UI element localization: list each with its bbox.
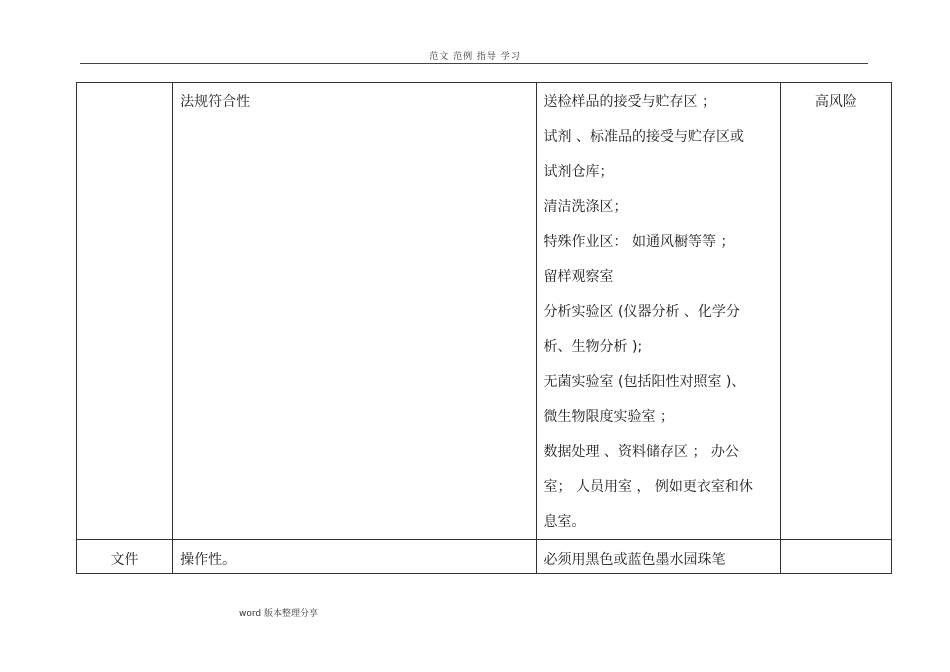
requirement-line: 析、生物分析 );	[543, 339, 643, 355]
header-divider	[80, 63, 868, 64]
item-text: 法规符合性	[180, 94, 251, 110]
risk-level-text	[781, 540, 891, 550]
risk-level-text: 高风险	[814, 94, 857, 110]
item-cell	[173, 540, 536, 574]
category-cell	[77, 83, 173, 540]
table-row	[77, 540, 892, 574]
table-row	[77, 83, 892, 540]
requirement-line: 室； 人员用室 ， 例如更衣室和休	[543, 479, 753, 495]
item-cell	[173, 83, 536, 540]
requirement-cell	[536, 83, 780, 540]
requirement-line: 送检样品的接受与贮存区 ；	[543, 94, 716, 110]
requirement-line: 无菌实验室 (包括阳性对照室 )、	[543, 374, 746, 390]
requirement-line: 息室。	[543, 514, 586, 530]
category-text: 文件	[110, 552, 139, 568]
risk-cell	[780, 540, 891, 574]
requirement-line: 清洁洗涤区；	[543, 199, 628, 215]
requirement-cell	[536, 540, 780, 574]
requirement-line: 分析实验区 (仪器分析 、化学分	[543, 304, 740, 320]
requirement-line: 试剂 、标准品的接受与贮存区或	[543, 129, 744, 145]
category-text	[77, 83, 172, 92]
requirement-line: 留样观察室	[543, 269, 614, 285]
requirement-text: 必须用黑色或蓝色墨水园珠笔	[543, 552, 726, 568]
page-header: 范文 范例 指导 学习	[429, 52, 521, 62]
risk-cell	[780, 83, 891, 540]
category-cell	[77, 540, 173, 574]
requirement-line: 微生物限度实验室 ；	[543, 409, 674, 425]
page-footer: word 版本整理分享	[239, 609, 318, 619]
requirements-table	[76, 82, 892, 574]
requirement-line: 特殊作业区： 如通风橱等等 ；	[543, 234, 735, 250]
requirement-line: 数据处理 、资料储存区 ； 办公	[543, 444, 739, 460]
requirement-line: 试剂仓库；	[543, 164, 614, 180]
requirement-lines	[537, 83, 780, 539]
item-text: 操作性。	[180, 552, 237, 568]
